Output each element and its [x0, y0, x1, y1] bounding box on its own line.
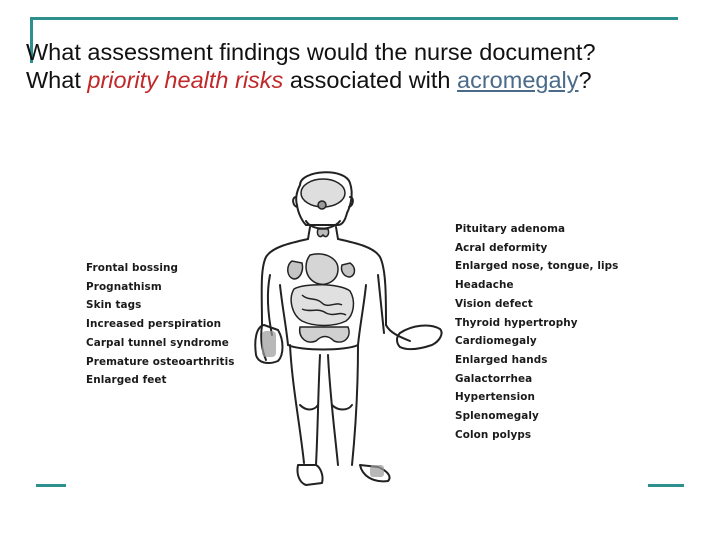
right-label: Acral deformity [455, 241, 548, 254]
question-1: What assessment findings would the nurse document? [26, 39, 596, 65]
left-label: Increased perspiration [86, 318, 222, 331]
left-label: Frontal bossing [86, 262, 179, 274]
q2-middle: associated with [283, 67, 458, 93]
right-label: Enlarged hands [455, 353, 548, 366]
q2-emphasis: priority health risks [87, 67, 284, 93]
left-label: Premature osteoarthritis [86, 355, 235, 368]
left-labels-list [86, 259, 235, 390]
right-label: Galactorrhea [455, 372, 533, 385]
q2-after: ? [578, 67, 592, 93]
bottom-left-rule [36, 484, 66, 487]
right-labels-list [455, 220, 618, 444]
question-text [26, 38, 716, 94]
bottom-right-rule [648, 484, 684, 487]
acromegaly-figure [0, 165, 720, 495]
right-label: Headache [455, 279, 514, 292]
question-2 [26, 66, 716, 94]
q2-before: What [26, 67, 88, 93]
right-label: Thyroid hypertrophy [455, 316, 578, 329]
right-label: Colon polyps [455, 428, 532, 441]
right-label: Enlarged nose, tongue, lips [455, 260, 619, 273]
left-label: Skin tags [86, 299, 142, 312]
top-rule [32, 17, 678, 20]
right-label: Pituitary adenoma [455, 223, 566, 235]
right-label: Cardiomegaly [455, 335, 537, 348]
right-label: Vision defect [455, 297, 533, 310]
left-label: Enlarged feet [86, 374, 167, 387]
left-label: Carpal tunnel syndrome [86, 336, 229, 349]
left-label: Prognathism [86, 280, 162, 293]
right-label: Splenomegaly [455, 410, 539, 423]
acromegaly-link[interactable]: acromegaly [457, 67, 579, 93]
right-label: Hypertension [455, 391, 535, 404]
